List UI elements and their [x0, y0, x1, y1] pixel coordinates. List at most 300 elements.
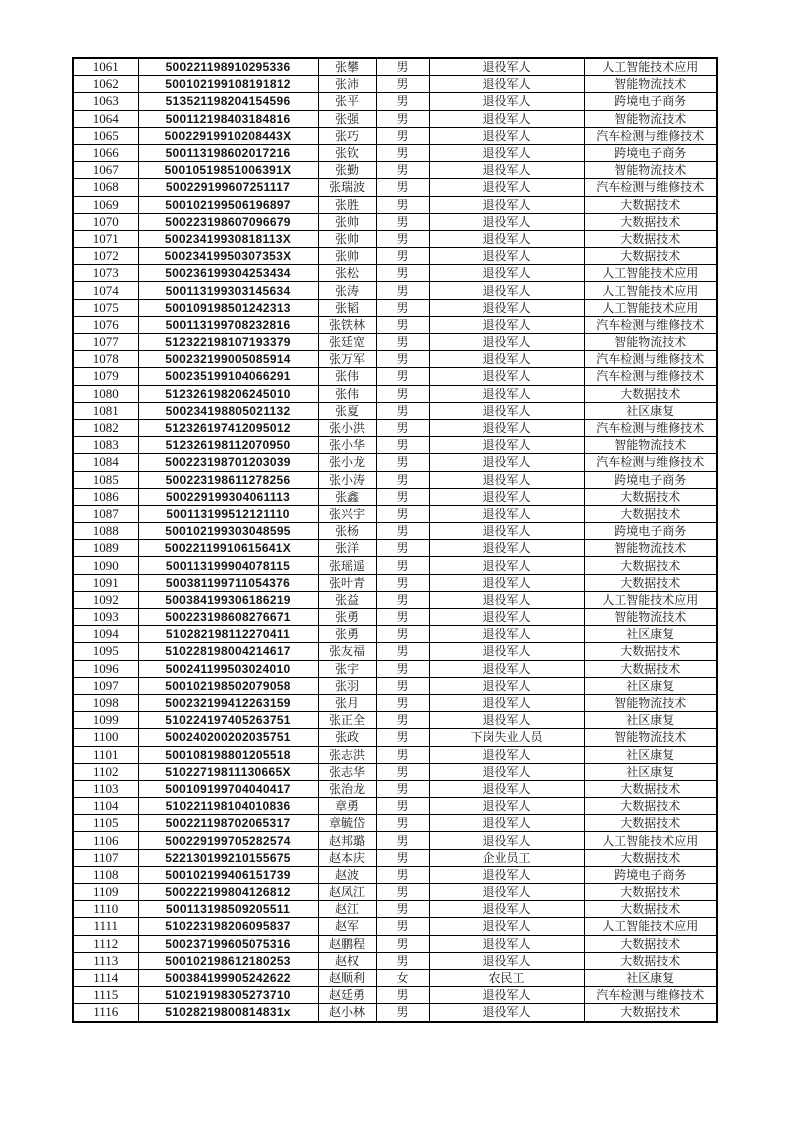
- cell-gender: 男: [376, 265, 429, 282]
- cell-sequence-number: 1104: [73, 798, 138, 815]
- cell-id-number: 512326197412095012: [138, 419, 318, 436]
- cell-training-program: 社区康复: [584, 626, 717, 643]
- cell-name: 张小洪: [318, 419, 376, 436]
- table-row: [73, 712, 717, 729]
- cell-sequence-number: 1068: [73, 179, 138, 196]
- cell-training-program: 智能物流技术: [584, 437, 717, 454]
- cell-sequence-number: 1109: [73, 884, 138, 901]
- cell-id-number: 500236199304253434: [138, 265, 318, 282]
- cell-id-number: 500112198403184816: [138, 110, 318, 127]
- cell-name: 赵廷勇: [318, 987, 376, 1004]
- cell-sequence-number: 1103: [73, 780, 138, 797]
- cell-sequence-number: 1095: [73, 643, 138, 660]
- cell-sequence-number: 1069: [73, 196, 138, 213]
- cell-sequence-number: 1089: [73, 540, 138, 557]
- cell-name: 张攀: [318, 58, 376, 76]
- cell-name: 张瑞波: [318, 179, 376, 196]
- cell-training-program: 跨境电子商务: [584, 93, 717, 110]
- cell-id-number: 500108198801205518: [138, 746, 318, 763]
- cell-training-program: 智能物流技术: [584, 609, 717, 626]
- cell-training-program: 汽车检测与维修技术: [584, 419, 717, 436]
- cell-personnel-category: 下岗失业人员: [429, 729, 584, 746]
- cell-id-number: 500229199705282574: [138, 832, 318, 849]
- cell-sequence-number: 1106: [73, 832, 138, 849]
- table-row: [73, 763, 717, 780]
- table-row: [73, 849, 717, 866]
- cell-id-number: 50022119910615641X: [138, 540, 318, 557]
- table-row: [73, 351, 717, 368]
- cell-sequence-number: 1064: [73, 110, 138, 127]
- cell-name: 张羽: [318, 677, 376, 694]
- cell-gender: 男: [376, 780, 429, 797]
- cell-name: 赵军: [318, 918, 376, 935]
- cell-id-number: 500229199304061113: [138, 488, 318, 505]
- cell-sequence-number: 1100: [73, 729, 138, 746]
- cell-personnel-category: 退役军人: [429, 866, 584, 883]
- cell-training-program: 大数据技术: [584, 798, 717, 815]
- cell-sequence-number: 1062: [73, 76, 138, 93]
- table-row: [73, 402, 717, 419]
- cell-gender: 男: [376, 402, 429, 419]
- table-row: [73, 144, 717, 161]
- table-row: [73, 196, 717, 213]
- cell-id-number: 500113198602017216: [138, 144, 318, 161]
- cell-personnel-category: 退役军人: [429, 540, 584, 557]
- cell-personnel-category: 退役军人: [429, 677, 584, 694]
- table-row: [73, 93, 717, 110]
- cell-name: 赵凤江: [318, 884, 376, 901]
- cell-personnel-category: 退役军人: [429, 626, 584, 643]
- table-row: [73, 265, 717, 282]
- table-row: [73, 746, 717, 763]
- cell-training-program: 人工智能技术应用: [584, 591, 717, 608]
- cell-personnel-category: 退役军人: [429, 523, 584, 540]
- cell-gender: 男: [376, 196, 429, 213]
- cell-id-number: 500232199412263159: [138, 694, 318, 711]
- cell-id-number: 50023419930818113X: [138, 230, 318, 247]
- cell-sequence-number: 1101: [73, 746, 138, 763]
- cell-personnel-category: 退役军人: [429, 316, 584, 333]
- cell-sequence-number: 1067: [73, 162, 138, 179]
- cell-name: 张胜: [318, 196, 376, 213]
- cell-id-number: 513521198204154596: [138, 93, 318, 110]
- cell-gender: 男: [376, 832, 429, 849]
- cell-personnel-category: 退役军人: [429, 780, 584, 797]
- cell-personnel-category: 退役军人: [429, 832, 584, 849]
- cell-training-program: 大数据技术: [584, 660, 717, 677]
- cell-training-program: 跨境电子商务: [584, 471, 717, 488]
- cell-personnel-category: 退役军人: [429, 557, 584, 574]
- cell-sequence-number: 1093: [73, 609, 138, 626]
- cell-sequence-number: 1076: [73, 316, 138, 333]
- table-row: [73, 694, 717, 711]
- cell-name: 张杨: [318, 523, 376, 540]
- cell-training-program: 人工智能技术应用: [584, 58, 717, 76]
- cell-sequence-number: 1096: [73, 660, 138, 677]
- cell-gender: 男: [376, 110, 429, 127]
- cell-id-number: 500113199303145634: [138, 282, 318, 299]
- cell-id-number: 512326198206245010: [138, 385, 318, 402]
- cell-id-number: 500102199108191812: [138, 76, 318, 93]
- cell-gender: 男: [376, 162, 429, 179]
- cell-name: 章勇: [318, 798, 376, 815]
- cell-personnel-category: 企业员工: [429, 849, 584, 866]
- cell-gender: 男: [376, 763, 429, 780]
- cell-name: 张帅: [318, 248, 376, 265]
- cell-training-program: 大数据技术: [584, 196, 717, 213]
- cell-name: 张友福: [318, 643, 376, 660]
- cell-gender: 男: [376, 488, 429, 505]
- cell-training-program: 汽车检测与维修技术: [584, 316, 717, 333]
- cell-training-program: 大数据技术: [584, 884, 717, 901]
- cell-name: 赵本庆: [318, 849, 376, 866]
- cell-name: 张志华: [318, 763, 376, 780]
- cell-training-program: 大数据技术: [584, 505, 717, 522]
- table-row: [73, 230, 717, 247]
- cell-id-number: 500102199303048595: [138, 523, 318, 540]
- cell-personnel-category: 退役军人: [429, 918, 584, 935]
- cell-id-number: 500102198502079058: [138, 677, 318, 694]
- cell-name: 张勇: [318, 609, 376, 626]
- cell-training-program: 智能物流技术: [584, 694, 717, 711]
- cell-sequence-number: 1099: [73, 712, 138, 729]
- cell-id-number: 510228198004214617: [138, 643, 318, 660]
- cell-personnel-category: 退役军人: [429, 76, 584, 93]
- cell-training-program: 人工智能技术应用: [584, 299, 717, 316]
- cell-sequence-number: 1071: [73, 230, 138, 247]
- cell-training-program: 大数据技术: [584, 230, 717, 247]
- cell-id-number: 500221198910295336: [138, 58, 318, 76]
- table-row: [73, 282, 717, 299]
- cell-name: 赵小林: [318, 1004, 376, 1022]
- cell-training-program: 大数据技术: [584, 557, 717, 574]
- cell-id-number: 500109199704040417: [138, 780, 318, 797]
- cell-name: 张鑫: [318, 488, 376, 505]
- table-row: [73, 969, 717, 986]
- cell-gender: 男: [376, 901, 429, 918]
- cell-personnel-category: 退役军人: [429, 901, 584, 918]
- cell-sequence-number: 1066: [73, 144, 138, 161]
- cell-training-program: 人工智能技术应用: [584, 918, 717, 935]
- cell-id-number: 500223198608276671: [138, 609, 318, 626]
- cell-id-number: 510224197405263751: [138, 712, 318, 729]
- cell-name: 赵顺利: [318, 969, 376, 986]
- table-row: [73, 505, 717, 522]
- cell-personnel-category: 退役军人: [429, 299, 584, 316]
- cell-personnel-category: 退役军人: [429, 213, 584, 230]
- cell-id-number: 500232199005085914: [138, 351, 318, 368]
- cell-id-number: 51028219800814831x: [138, 1004, 318, 1022]
- cell-sequence-number: 1086: [73, 488, 138, 505]
- cell-gender: 男: [376, 76, 429, 93]
- cell-training-program: 大数据技术: [584, 901, 717, 918]
- cell-name: 张洋: [318, 540, 376, 557]
- cell-training-program: 汽车检测与维修技术: [584, 987, 717, 1004]
- cell-name: 赵权: [318, 952, 376, 969]
- cell-sequence-number: 1083: [73, 437, 138, 454]
- cell-personnel-category: 退役军人: [429, 230, 584, 247]
- cell-name: 张涛: [318, 282, 376, 299]
- cell-training-program: 人工智能技术应用: [584, 265, 717, 282]
- cell-training-program: 汽车检测与维修技术: [584, 454, 717, 471]
- cell-personnel-category: 退役军人: [429, 712, 584, 729]
- cell-personnel-category: 退役军人: [429, 127, 584, 144]
- cell-gender: 男: [376, 626, 429, 643]
- cell-personnel-category: 退役军人: [429, 884, 584, 901]
- table-row: [73, 248, 717, 265]
- cell-training-program: 汽车检测与维修技术: [584, 127, 717, 144]
- cell-training-program: 大数据技术: [584, 1004, 717, 1022]
- cell-training-program: 智能物流技术: [584, 76, 717, 93]
- cell-name: 张兴宇: [318, 505, 376, 522]
- cell-gender: 男: [376, 93, 429, 110]
- cell-personnel-category: 退役军人: [429, 248, 584, 265]
- table-row: [73, 626, 717, 643]
- cell-name: 张小龙: [318, 454, 376, 471]
- cell-training-program: 大数据技术: [584, 488, 717, 505]
- cell-name: 张强: [318, 110, 376, 127]
- cell-personnel-category: 退役军人: [429, 1004, 584, 1022]
- cell-name: 张钦: [318, 144, 376, 161]
- cell-training-program: 跨境电子商务: [584, 144, 717, 161]
- table-row: [73, 58, 717, 76]
- cell-sequence-number: 1081: [73, 402, 138, 419]
- cell-gender: 男: [376, 127, 429, 144]
- cell-sequence-number: 1077: [73, 334, 138, 351]
- cell-training-program: 大数据技术: [584, 849, 717, 866]
- cell-name: 张平: [318, 93, 376, 110]
- cell-personnel-category: 退役军人: [429, 609, 584, 626]
- cell-training-program: 跨境电子商务: [584, 523, 717, 540]
- cell-name: 张瑶遥: [318, 557, 376, 574]
- cell-id-number: 512326198112070950: [138, 437, 318, 454]
- cell-sequence-number: 1074: [73, 282, 138, 299]
- cell-personnel-category: 退役军人: [429, 402, 584, 419]
- cell-sequence-number: 1102: [73, 763, 138, 780]
- cell-gender: 男: [376, 540, 429, 557]
- cell-id-number: 510223198206095837: [138, 918, 318, 935]
- cell-training-program: 社区康复: [584, 763, 717, 780]
- cell-sequence-number: 1088: [73, 523, 138, 540]
- cell-sequence-number: 1072: [73, 248, 138, 265]
- cell-name: 张沛: [318, 76, 376, 93]
- cell-name: 张正全: [318, 712, 376, 729]
- cell-training-program: 智能物流技术: [584, 110, 717, 127]
- table-row: [73, 437, 717, 454]
- table-row: [73, 76, 717, 93]
- cell-gender: 男: [376, 849, 429, 866]
- cell-sequence-number: 1087: [73, 505, 138, 522]
- cell-training-program: 汽车检测与维修技术: [584, 368, 717, 385]
- cell-training-program: 智能物流技术: [584, 729, 717, 746]
- cell-gender: 男: [376, 952, 429, 969]
- cell-personnel-category: 退役军人: [429, 815, 584, 832]
- table-row: [73, 591, 717, 608]
- cell-sequence-number: 1078: [73, 351, 138, 368]
- cell-gender: 男: [376, 351, 429, 368]
- cell-training-program: 大数据技术: [584, 385, 717, 402]
- cell-id-number: 500384199905242622: [138, 969, 318, 986]
- cell-gender: 女: [376, 969, 429, 986]
- cell-id-number: 500113199512121110: [138, 505, 318, 522]
- cell-name: 赵邦璐: [318, 832, 376, 849]
- cell-gender: 男: [376, 437, 429, 454]
- table-row: [73, 574, 717, 591]
- cell-id-number: 500102198612180253: [138, 952, 318, 969]
- cell-gender: 男: [376, 179, 429, 196]
- cell-sequence-number: 1085: [73, 471, 138, 488]
- cell-id-number: 500109198501242313: [138, 299, 318, 316]
- cell-gender: 男: [376, 419, 429, 436]
- cell-sequence-number: 1098: [73, 694, 138, 711]
- cell-personnel-category: 退役军人: [429, 351, 584, 368]
- cell-personnel-category: 退役军人: [429, 179, 584, 196]
- table-row: [73, 213, 717, 230]
- cell-gender: 男: [376, 454, 429, 471]
- cell-personnel-category: 退役军人: [429, 505, 584, 522]
- cell-name: 张韬: [318, 299, 376, 316]
- cell-name: 张伟: [318, 368, 376, 385]
- cell-id-number: 51022719811130665X: [138, 763, 318, 780]
- cell-id-number: 500234198805021132: [138, 402, 318, 419]
- table-row: [73, 952, 717, 969]
- table-row: [73, 798, 717, 815]
- cell-id-number: 500381199711054376: [138, 574, 318, 591]
- cell-id-number: 50022919910208443X: [138, 127, 318, 144]
- table-row: [73, 179, 717, 196]
- cell-gender: 男: [376, 918, 429, 935]
- cell-gender: 男: [376, 591, 429, 608]
- cell-id-number: 50010519851006391X: [138, 162, 318, 179]
- cell-gender: 男: [376, 523, 429, 540]
- cell-gender: 男: [376, 574, 429, 591]
- cell-name: 章毓岱: [318, 815, 376, 832]
- cell-training-program: 社区康复: [584, 712, 717, 729]
- cell-personnel-category: 退役军人: [429, 437, 584, 454]
- cell-gender: 男: [376, 798, 429, 815]
- cell-id-number: 500384199306186219: [138, 591, 318, 608]
- table-row: [73, 334, 717, 351]
- cell-personnel-category: 退役军人: [429, 746, 584, 763]
- cell-sequence-number: 1082: [73, 419, 138, 436]
- table-row: [73, 643, 717, 660]
- cell-sequence-number: 1070: [73, 213, 138, 230]
- cell-sequence-number: 1113: [73, 952, 138, 969]
- cell-personnel-category: 退役军人: [429, 952, 584, 969]
- cell-name: 张万军: [318, 351, 376, 368]
- table-row: [73, 901, 717, 918]
- cell-gender: 男: [376, 557, 429, 574]
- cell-gender: 男: [376, 471, 429, 488]
- cell-name: 张月: [318, 694, 376, 711]
- cell-id-number: 500102199406151739: [138, 866, 318, 883]
- cell-gender: 男: [376, 1004, 429, 1022]
- cell-personnel-category: 退役军人: [429, 58, 584, 76]
- cell-gender: 男: [376, 660, 429, 677]
- cell-personnel-category: 退役军人: [429, 162, 584, 179]
- cell-personnel-category: 退役军人: [429, 385, 584, 402]
- cell-personnel-category: 退役军人: [429, 196, 584, 213]
- table-row: [73, 1004, 717, 1022]
- cell-training-program: 汽车检测与维修技术: [584, 179, 717, 196]
- cell-training-program: 大数据技术: [584, 248, 717, 265]
- table-row: [73, 127, 717, 144]
- cell-training-program: 大数据技术: [584, 643, 717, 660]
- cell-id-number: 500113198509205511: [138, 901, 318, 918]
- cell-id-number: 500113199904078115: [138, 557, 318, 574]
- cell-id-number: 500241199503024010: [138, 660, 318, 677]
- cell-personnel-category: 退役军人: [429, 935, 584, 952]
- cell-sequence-number: 1092: [73, 591, 138, 608]
- cell-sequence-number: 1116: [73, 1004, 138, 1022]
- table-row: [73, 471, 717, 488]
- table-row: [73, 368, 717, 385]
- cell-name: 张帅: [318, 230, 376, 247]
- cell-training-program: 社区康复: [584, 969, 717, 986]
- cell-name: 张勤: [318, 162, 376, 179]
- cell-id-number: 522130199210155675: [138, 849, 318, 866]
- cell-training-program: 汽车检测与维修技术: [584, 351, 717, 368]
- table-row: [73, 884, 717, 901]
- cell-personnel-category: 退役军人: [429, 488, 584, 505]
- cell-personnel-category: 退役军人: [429, 694, 584, 711]
- cell-sequence-number: 1114: [73, 969, 138, 986]
- cell-id-number: 500223198701203039: [138, 454, 318, 471]
- cell-personnel-category: 退役军人: [429, 660, 584, 677]
- cell-sequence-number: 1105: [73, 815, 138, 832]
- cell-id-number: 500223198611278256: [138, 471, 318, 488]
- cell-name: 张小华: [318, 437, 376, 454]
- cell-personnel-category: 退役军人: [429, 144, 584, 161]
- cell-sequence-number: 1063: [73, 93, 138, 110]
- cell-sequence-number: 1091: [73, 574, 138, 591]
- cell-name: 张巧: [318, 127, 376, 144]
- cell-id-number: 510221198104010836: [138, 798, 318, 815]
- cell-name: 张小涛: [318, 471, 376, 488]
- cell-gender: 男: [376, 334, 429, 351]
- cell-training-program: 大数据技术: [584, 574, 717, 591]
- cell-name: 张叶青: [318, 574, 376, 591]
- cell-id-number: 510219198305273710: [138, 987, 318, 1004]
- cell-training-program: 人工智能技术应用: [584, 832, 717, 849]
- cell-id-number: 512322198107193379: [138, 334, 318, 351]
- table-row: [73, 299, 717, 316]
- cell-personnel-category: 退役军人: [429, 798, 584, 815]
- cell-sequence-number: 1061: [73, 58, 138, 76]
- cell-gender: 男: [376, 677, 429, 694]
- cell-personnel-category: 退役军人: [429, 282, 584, 299]
- cell-training-program: 社区康复: [584, 746, 717, 763]
- cell-training-program: 大数据技术: [584, 780, 717, 797]
- cell-name: 张志洪: [318, 746, 376, 763]
- cell-gender: 男: [376, 884, 429, 901]
- table-row: [73, 987, 717, 1004]
- cell-id-number: 500222199804126812: [138, 884, 318, 901]
- table-row: [73, 557, 717, 574]
- cell-sequence-number: 1108: [73, 866, 138, 883]
- cell-gender: 男: [376, 248, 429, 265]
- cell-name: 张政: [318, 729, 376, 746]
- cell-id-number: 500229199607251117: [138, 179, 318, 196]
- cell-training-program: 人工智能技术应用: [584, 282, 717, 299]
- cell-name: 张益: [318, 591, 376, 608]
- table-row: [73, 609, 717, 626]
- cell-name: 张伟: [318, 385, 376, 402]
- cell-gender: 男: [376, 712, 429, 729]
- cell-personnel-category: 退役军人: [429, 763, 584, 780]
- table-row: [73, 918, 717, 935]
- cell-id-number: 500235199104066291: [138, 368, 318, 385]
